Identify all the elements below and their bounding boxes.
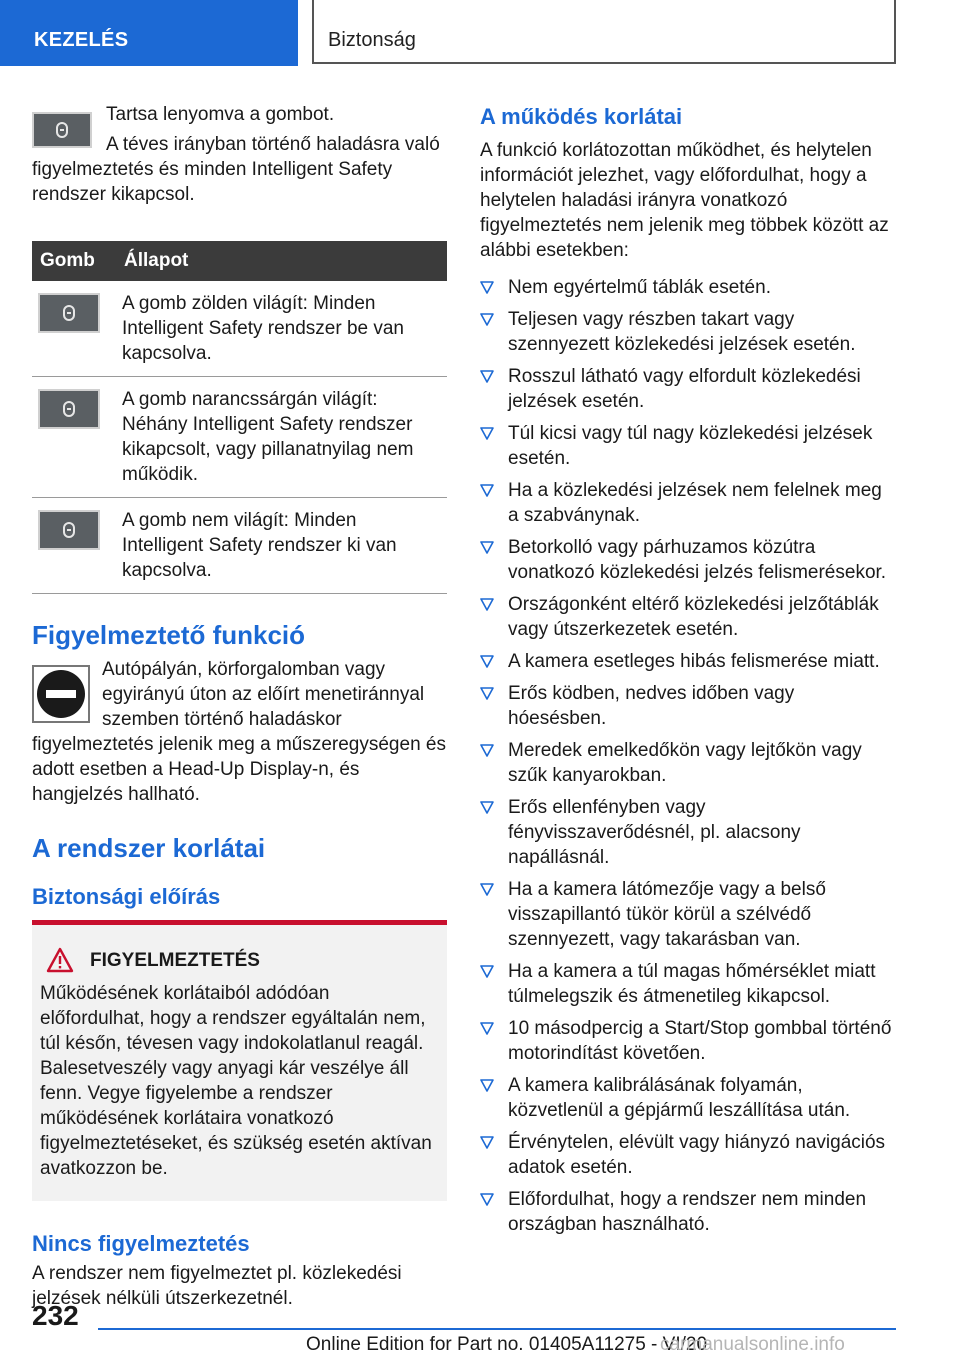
list-item-text: Meredek emelkedőkön vagy lejtőkön vagy szűk kanyarokban. [508, 740, 862, 786]
list-item [480, 795, 896, 870]
list-item [480, 1016, 896, 1066]
bullet-triangle-icon [480, 1136, 494, 1149]
intro-instruction: Tartsa lenyomva a gombot. [106, 104, 335, 125]
table-row [32, 498, 447, 594]
list-item [480, 959, 896, 1009]
list-item-text: Ha a közlekedési jelzések nem felelnek meg a szabványnak. [508, 480, 882, 526]
list-item [480, 738, 896, 788]
bullet-triangle-icon [480, 484, 494, 497]
safety-button-icon [38, 389, 100, 429]
table-cell-state: A gomb nem világít: Minden Intelligent Safety rendszer ki van kapcsolva. [116, 498, 447, 594]
warning-function-block [32, 657, 447, 807]
bullet-triangle-icon [480, 687, 494, 700]
no-warning-heading: Nincs figyelmeztetés [32, 1231, 250, 1256]
warning-text: Működésének korlátaiból adódóan előfordulhat, hogy a rendszer egyáltalán nem, túl későn, tévesen vagy indokolatlanul reagál. Balesetveszély vagy anyagi kár veszélye áll fenn. Vegye figyelembe a rendszer működésének korlátaira vonatkozó figyelmeztetéseket, és szükség esetén aktívan avatkozzon be. [40, 983, 432, 1179]
table-cell-state: A gomb zölden világít: Minden Intelligent Safety rendszer be van kapcsolva. [116, 281, 447, 377]
list-item [480, 592, 896, 642]
table-row [32, 377, 447, 498]
table-header-state: Állapot [116, 241, 447, 281]
list-item [480, 307, 896, 357]
page-number: 232 [32, 1300, 79, 1331]
safety-notice-heading: Biztonsági előírás [32, 884, 221, 909]
bullet-triangle-icon [480, 427, 494, 440]
list-item-text: Betorkolló vagy párhuzamos közútra vonatkozó közlekedési jelzés felismerésekor. [508, 537, 887, 583]
chapter-title: Biztonság [312, 0, 896, 64]
button-state-table [32, 241, 447, 594]
list-item-text: Túl kicsi vagy túl nagy közlekedési jelzések esetén. [508, 423, 873, 469]
limitations-list [480, 275, 896, 1237]
list-item-text: Érvénytelen, elévült vagy hiányzó navigációs adatok esetén. [508, 1132, 886, 1178]
warning-function-text: Autópályán, körforgalomban vagy egyirányú úton az előírt menetiránnyal szemben történő haladáskor figyelmeztetés jelenik meg a műszeregységen és adott esetben a Head-Up Display-n, és hangjelzés hallható. [32, 659, 446, 805]
table-row [32, 281, 447, 377]
list-item [480, 275, 896, 300]
warning-label [40, 947, 439, 973]
section-tab: KEZELÉS [0, 0, 298, 66]
list-item [480, 649, 896, 674]
bullet-triangle-icon [480, 281, 494, 294]
list-item [480, 478, 896, 528]
list-item-text: Erős ködben, nedves időben vagy hóesésben. [508, 683, 795, 729]
bullet-triangle-icon [480, 370, 494, 383]
list-item [480, 421, 896, 471]
table-cell-state: A gomb narancssárgán világít: Néhány Intelligent Safety rendszer kikapcsolt, vagy pillanatnyilag nem működik. [116, 377, 447, 498]
list-item [480, 877, 896, 952]
function-limits-intro: A funkció korlátozottan működhet, és helytelen információt jelezhet, vagy előfordulhat, hogy a helytelen haladási irányra vonatkozó figyelmeztetés nem jelenik meg többek között az alábbi esetekben: [480, 140, 889, 261]
edition-text: Online Edition for Part no. 01405A11275 - VI/20 [306, 1334, 708, 1355]
safety-button-icon [38, 510, 100, 550]
bullet-triangle-icon [480, 313, 494, 326]
system-limits-heading: A rendszer korlátai [32, 833, 266, 863]
footer-rule [98, 1328, 896, 1330]
no-entry-sign-icon [32, 665, 90, 723]
no-warning-text: A rendszer nem figyelmeztet pl. közlekedési jelzések nélküli útszerkezetnél. [32, 1263, 402, 1309]
bullet-triangle-icon [480, 1079, 494, 1092]
list-item [480, 1187, 896, 1237]
page-header [0, 0, 960, 66]
bullet-triangle-icon [480, 655, 494, 668]
bullet-triangle-icon [480, 883, 494, 896]
list-item-text: Erős ellenfényben vagy fényvisszaverődésnél, pl. alacsony napállásnál. [508, 797, 801, 868]
list-item-text: Ha a kamera látómezője vagy a belső visszapillantó tükör körül a szélvédő szennyezett, vagy takarásban van. [508, 879, 826, 950]
bullet-triangle-icon [480, 744, 494, 757]
list-item [480, 364, 896, 414]
warning-triangle-icon [46, 947, 74, 973]
bullet-triangle-icon [480, 541, 494, 554]
list-item [480, 681, 896, 731]
list-item-text: A kamera kalibrálásának folyamán, közvetlenül a gépjármű leszállítása után. [508, 1075, 851, 1121]
list-item-text: 10 másodpercig a Start/Stop gombbal történő motorindítást követően. [508, 1018, 892, 1064]
right-column [480, 98, 896, 1244]
warning-function-heading: Figyelmeztető funkció [32, 620, 306, 650]
list-item-text: Ha a kamera a túl magas hőmérséklet miatt túlmelegszik és átmenetileg kikapcsol. [508, 961, 876, 1007]
list-item-text: Előfordulhat, hogy a rendszer nem minden országban használható. [508, 1189, 867, 1235]
watermark-text: carmanualsonline.info [660, 1334, 845, 1355]
list-item-text: Teljesen vagy részben takart vagy szennyezett közlekedési jelzések esetén. [508, 309, 856, 355]
list-item-text: A kamera esetleges hibás felismerése miatt. [508, 651, 880, 672]
left-column [32, 98, 447, 1311]
list-item [480, 1130, 896, 1180]
bullet-triangle-icon [480, 1022, 494, 1035]
table-header-button: Gomb [32, 241, 116, 281]
intro-description: A téves irányban történő haladásra való figyelmeztetés és minden Intelligent Safety rendszer kikapcsol. [32, 134, 440, 205]
function-limits-heading: A működés korlátai [480, 104, 683, 129]
bullet-triangle-icon [480, 965, 494, 978]
warning-label-text: FIGYELMEZTETÉS [90, 949, 260, 971]
list-item-text: Nem egyértelmű táblák esetén. [508, 277, 771, 298]
list-item-text: Rosszul látható vagy elfordult közlekedési jelzések esetén. [508, 366, 861, 412]
list-item [480, 535, 896, 585]
safety-button-icon [32, 112, 92, 148]
warning-box [32, 920, 447, 1201]
safety-button-icon [38, 293, 100, 333]
bullet-triangle-icon [480, 801, 494, 814]
list-item [480, 1073, 896, 1123]
bullet-triangle-icon [480, 598, 494, 611]
bullet-triangle-icon [480, 1193, 494, 1206]
list-item-text: Országonként eltérő közlekedési jelzőtáblák vagy útszerkezetek esetén. [508, 594, 879, 640]
intro-block [32, 98, 447, 207]
